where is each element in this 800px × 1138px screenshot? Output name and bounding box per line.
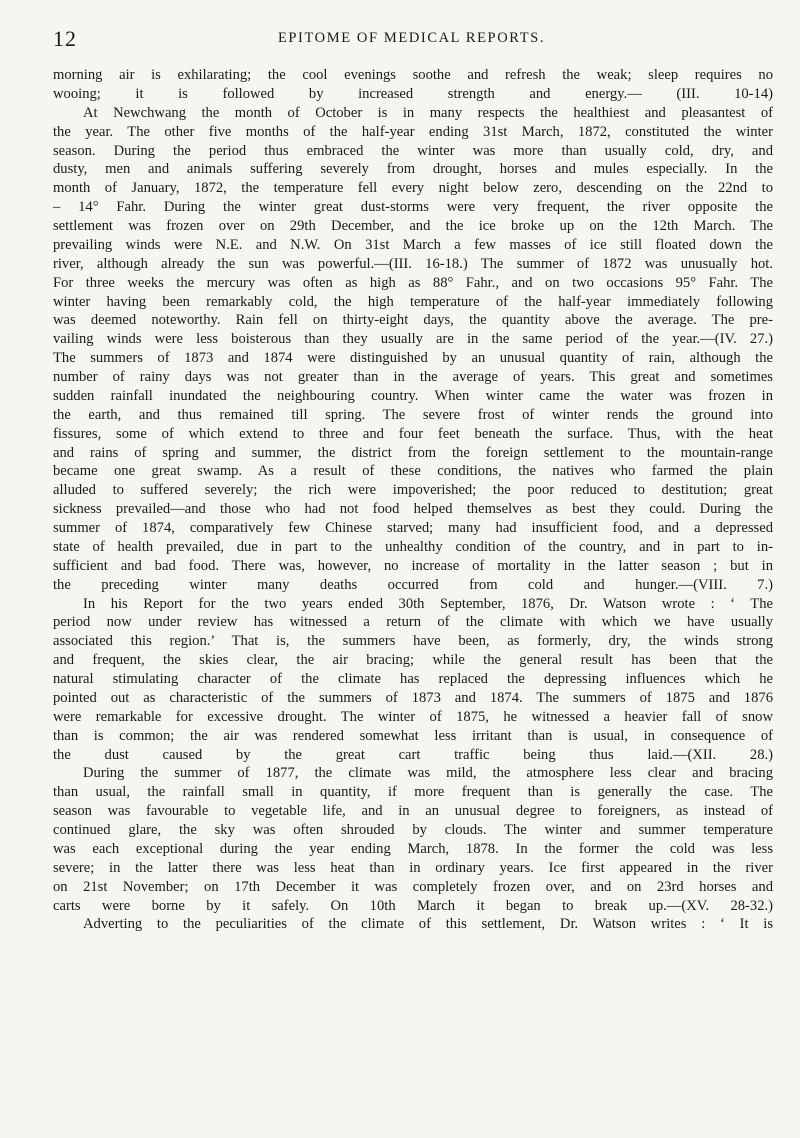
text-line: During the summer of 1877, the climate was mild, the atmosphere less clear and bracing	[83, 765, 773, 782]
text-line: season was favourable to vegetable life, and in an unusual degree to foreigners, as instead of	[53, 803, 773, 820]
text-line: number of rainy days was not greater than in the average of years. This great and sometimes	[53, 369, 773, 385]
text-line: was each exceptional during the year ending March, 1878. In the former the cold was less	[53, 840, 773, 857]
page-number: 12	[53, 26, 77, 51]
text-line: vailing winds were less boisterous than they usually are in the same period of the year.—(IV. 27.)	[53, 331, 773, 348]
text-line: summer of 1874, comparatively few Chinese starved; many had insufficient food, and a depressed	[53, 520, 773, 536]
text-line: severe; in the latter there was less heat than in ordinary years. Ice first appeared in the river	[53, 859, 773, 876]
text-line: pointed out as characteristic of the summers of 1873 and 1874. The summers of 1875 and 1876	[53, 689, 773, 706]
running-head	[53, 26, 770, 54]
running-title: EPITOME OF MEDICAL REPORTS.	[277, 30, 546, 46]
text-line: natural stimulating character of the climate has replaced the depressing influences which he	[53, 671, 773, 687]
text-line: sickness prevailed—and those who had not food helped themselves as best they could. During the	[53, 501, 773, 518]
text-line: carts were borne by it safely. On 10th March it began to break up.—(XV. 28-32.)	[53, 897, 773, 914]
text-line: sudden rainfall inundated the neighbouring country. When winter came the water was frozen in	[53, 387, 773, 404]
text-line: – 14° Fahr. During the winter great dust-storms were very frequent, the river opposite the	[53, 199, 773, 216]
text-line: dusty, men and animals suffering severely from drought, horses and mules especially. In the	[53, 161, 773, 178]
body-text	[53, 66, 773, 934]
text-line: the dust caused by the great cart traffic being thus laid.—(XII. 28.)	[53, 746, 773, 763]
text-line: prevailing winds were N.E. and N.W. On 31st March a few masses of ice still floated down the	[53, 236, 773, 253]
text-line: settlement was frozen over on 29th December, and the ice broke up on the 12th March. The	[53, 218, 773, 234]
text-line: continued glare, the sky was often shrouded by clouds. The winter and summer temperature	[53, 822, 773, 838]
text-line: For three weeks the mercury was often as high as 88° Fahr., and on two occasions 95° Fahr. The	[53, 274, 773, 291]
text-line: morning air is exhilarating; the cool evenings soothe and refresh the weak; sleep requires no	[53, 67, 773, 83]
text-line: and rains of spring and summer, the district from the foreign settlement to the mountain-range	[53, 444, 773, 461]
text-line: became one great swamp. As a result of these conditions, the natives who farmed the plain	[53, 463, 773, 480]
text-line: river, although already the sun was powerful.—(III. 16-18.) The summer of 1872 was unusually hot.	[53, 255, 773, 272]
text-line: In his Report for the two years ended 30th September, 1876, Dr. Watson wrote : ‘ The	[83, 595, 773, 612]
text-line: wooing; it is followed by increased strength and energy.— (III. 10-14)	[53, 85, 773, 102]
text-line: alluded to suffered severely; the rich were impoverished; the poor reduced to destitution; great	[53, 482, 773, 499]
text-line: and frequent, the skies clear, the air bracing; while the general result has been that the	[53, 652, 773, 669]
text-line: than is common; the air was rendered somewhat less irritant than is usual, in consequence of	[53, 727, 773, 744]
text-line: At Newchwang the month of October is in many respects the healthiest and pleasantest of	[83, 104, 773, 121]
text-line: Adverting to the peculiarities of the climate of this settlement, Dr. Watson writes : ‘ It is	[83, 916, 773, 933]
text-line: the preceding winter many deaths occurred from cold and hunger.—(VIII. 7.)	[53, 576, 773, 593]
text-line: month of January, 1872, the temperature fell every night below zero, descending on the 22nd to	[53, 180, 773, 197]
text-line: sufficient and bad food. There was, however, no increase of mortality in the latter season ; but in	[53, 557, 773, 574]
text-line: on 21st November; on 17th December it was completely frozen over, and on 23rd horses and	[53, 878, 773, 895]
text-line: state of health prevailed, due in part to the unhealthy condition of the country, and in part to in-	[53, 538, 773, 555]
text-line: period now under review has witnessed a return of the climate with which we have usually	[53, 614, 773, 631]
text-line: season. During the period thus embraced the winter was more than usually cold, dry, and	[53, 142, 773, 159]
text-line: was deemed noteworthy. Rain fell on thirty-eight days, the quantity above the average. The pre-	[53, 312, 773, 329]
text-line: were remarkable for excessive drought. The winter of 1875, he witnessed a heavier fall of snow	[53, 708, 773, 725]
text-line: the earth, and thus remained till spring. The severe frost of winter rends the ground into	[53, 406, 773, 423]
text-line: the year. The other five months of the half-year ending 31st March, 1872, constituted the winter	[53, 123, 773, 140]
text-line: winter having been remarkably cold, the high temperature of the half-year immediately following	[53, 293, 773, 310]
text-line: than usual, the rainfall small in quantity, if more frequent than is generally the case. The	[53, 784, 773, 801]
text-line: associated this region.’ That is, the summers have been, as formerly, dry, the winds strong	[53, 633, 773, 650]
text-line: The summers of 1873 and 1874 were distinguished by an unusual quantity of rain, although the	[53, 350, 773, 367]
text-line: fissures, some of which extend to three and four feet beneath the surface. Thus, with the heat	[53, 425, 773, 442]
